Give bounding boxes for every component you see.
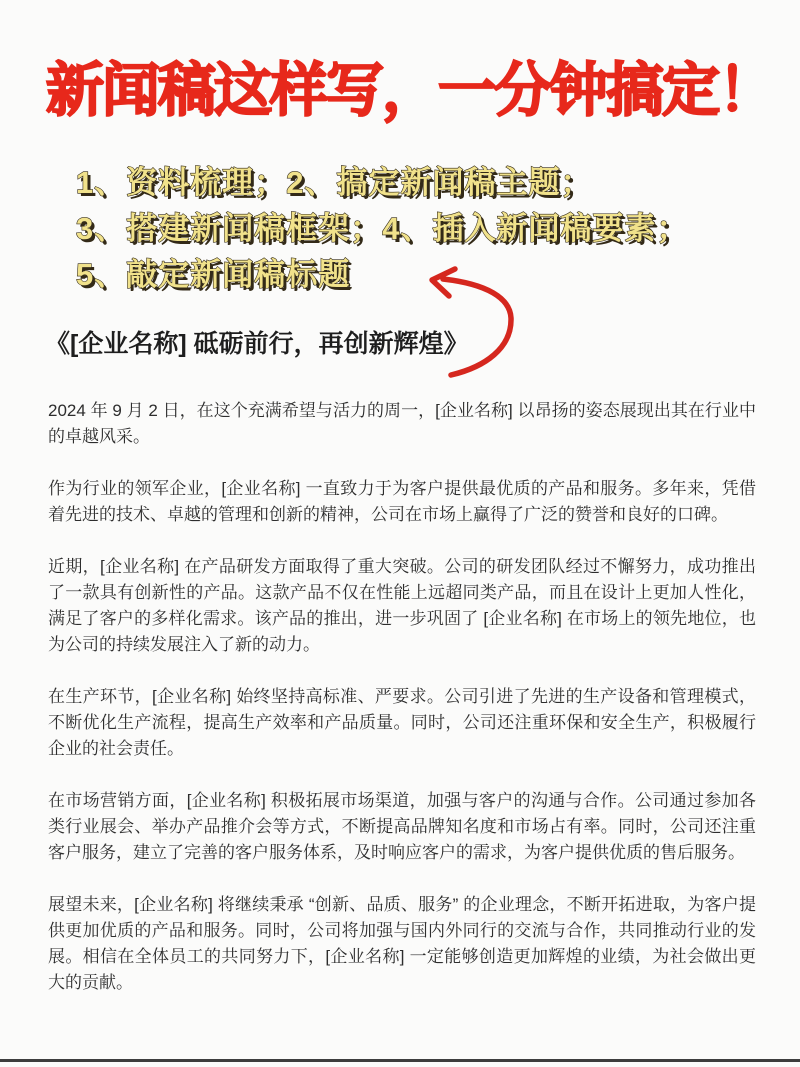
- step-line-3: 5、敲定新闻稿标题: [76, 257, 351, 292]
- bottom-divider: [0, 1059, 800, 1062]
- page-title: 新闻稿这样写，一分钟搞定！: [46, 58, 775, 123]
- article-headline: 《[企业名称] 砥砺前行，再创新辉煌》: [45, 330, 469, 358]
- body-paragraph: 在市场营销方面，[企业名称] 积极拓展市场渠道，加强与客户的沟通与合作。公司通过参加各类行业展会、举办产品推介会等方式，不断提高品牌知名度和市场占有率。同时，公司还注重客户服务，建立了完善的客户服务体系，及时响应客户的需求，为客户提供优质的售后服务。: [48, 791, 756, 862]
- article-body: [48, 398, 756, 996]
- body-paragraph: 在生产环节，[企业名称] 始终坚持高标准、严要求。公司引进了先进的生产设备和管理模式，不断优化生产流程，提高生产效率和产品质量。同时，公司还注重环保和安全生产，积极履行企业的社会责任。: [48, 687, 756, 758]
- step-line-2: 3、搭建新闻稿框架；4、插入新闻稿要素；: [76, 211, 689, 246]
- body-paragraph: 展望未来，[企业名称] 将继续秉承 “创新、品质、服务” 的企业理念，不断开拓进取，为客户提供更加优质的产品和服务。同时，公司将加强与国内外同行的交流与合作，共同推动行业的发展。相信在全体员工的共同努力下，[企业名称] 一定能够创造更加辉煌的业绩，为社会做出更大的贡献。: [48, 895, 756, 992]
- body-paragraph: 近期，[企业名称] 在产品研发方面取得了重大突破。公司的研发团队经过不懈努力，成功推出了一款具有创新性的产品。这款产品不仅在性能上远超同类产品，而且在设计上更加人性化，满足了客户的多样化需求。该产品的推出，进一步巩固了 [企业名称] 在市场上的领先地位，也为公司的持续发展注入了新的动力。: [48, 557, 756, 654]
- step-line-1: 1、资料梳理；2、搞定新闻稿主题；: [76, 165, 593, 200]
- body-paragraph: 作为行业的领军企业，[企业名称] 一直致力于为客户提供最优质的产品和服务。多年来，凭借着先进的技术、卓越的管理和创新的精神，公司在市场上赢得了广泛的赞誉和良好的口碑。: [48, 479, 756, 524]
- step-list: [76, 160, 780, 298]
- body-paragraph: 2024 年 9 月 2 日，在这个充满希望与活力的周一，[企业名称] 以昂扬的姿态展现出其在行业中的卓越风采。: [48, 401, 756, 446]
